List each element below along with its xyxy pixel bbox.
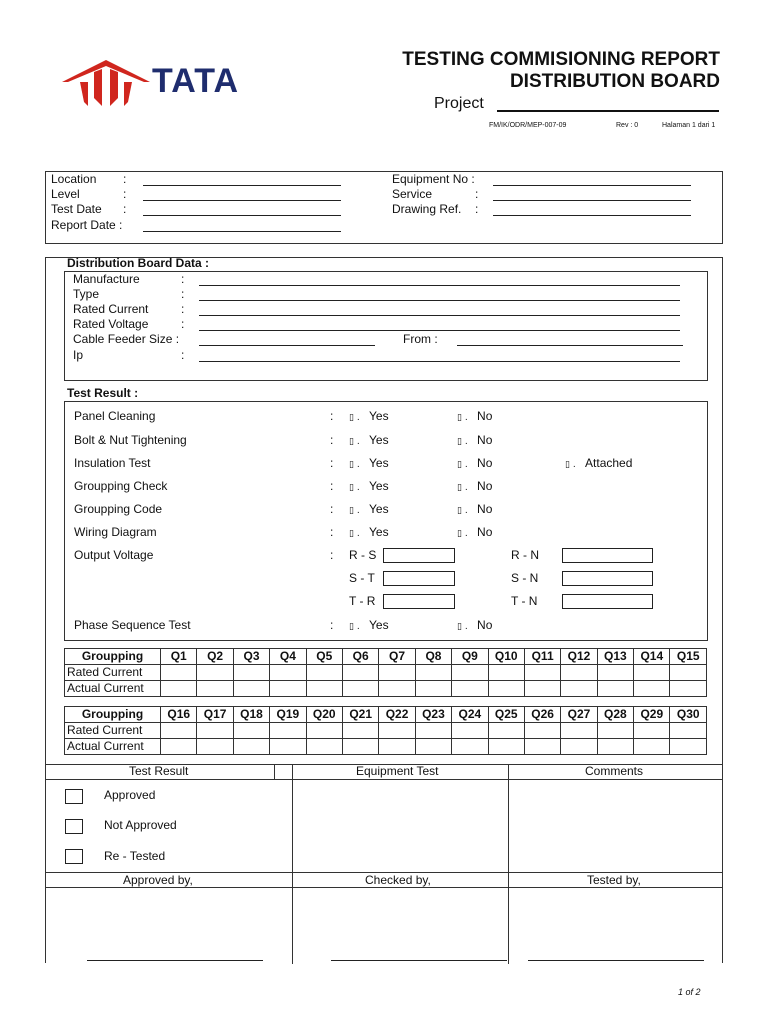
checkbox-icon: ▯ . bbox=[457, 483, 468, 493]
phase-seq-colon: : bbox=[330, 618, 334, 632]
yes-label: Yes bbox=[369, 409, 389, 423]
company-logo bbox=[60, 56, 260, 110]
rn-label: R - N bbox=[511, 548, 539, 562]
panel-cleaning-colon: : bbox=[330, 409, 334, 423]
no-label: No bbox=[477, 409, 493, 423]
row-label: Actual Current bbox=[65, 739, 161, 755]
output-voltage-colon: : bbox=[330, 548, 334, 562]
panel-cleaning-no[interactable] bbox=[457, 409, 492, 423]
no-label: No bbox=[477, 479, 493, 493]
table-cell[interactable] bbox=[452, 665, 488, 681]
location-label: Location bbox=[51, 172, 97, 186]
service-colon: : bbox=[475, 187, 479, 201]
rated-current-colon: : bbox=[181, 302, 185, 316]
insulation-no[interactable] bbox=[457, 456, 492, 470]
groupping-code-colon: : bbox=[330, 502, 334, 516]
checkbox-icon: ▯ . bbox=[349, 413, 360, 423]
groupping-table-2 bbox=[64, 706, 707, 755]
manufacture-label: Manufacture bbox=[73, 272, 140, 286]
no-label: No bbox=[477, 456, 493, 470]
table-cell[interactable] bbox=[379, 681, 415, 697]
table-cell[interactable] bbox=[670, 665, 707, 681]
ip-label: Ip bbox=[73, 348, 84, 362]
table-cell[interactable] bbox=[452, 681, 488, 697]
re-tested-checkbox[interactable] bbox=[65, 849, 83, 864]
page-number: 1 of 2 bbox=[678, 987, 701, 997]
groupping-code-yes[interactable] bbox=[349, 502, 389, 516]
table-cell[interactable] bbox=[342, 739, 378, 755]
bolt-nut-label: Bolt & Nut Tightening bbox=[74, 433, 187, 447]
wiring-colon: : bbox=[330, 525, 334, 539]
col-header: Q29 bbox=[634, 707, 670, 723]
from-label: From : bbox=[403, 332, 438, 346]
tr-input[interactable] bbox=[383, 594, 455, 609]
table-cell[interactable] bbox=[161, 681, 197, 697]
col-header: Q7 bbox=[379, 649, 415, 665]
checkbox-icon: ▯ . bbox=[457, 460, 468, 470]
col-header: Q17 bbox=[197, 707, 233, 723]
col-header: Q24 bbox=[452, 707, 488, 723]
table-cell[interactable] bbox=[634, 681, 670, 697]
sn-label: S - N bbox=[511, 571, 539, 585]
table-cell[interactable] bbox=[270, 739, 306, 755]
no-label: No bbox=[477, 618, 493, 632]
table-cell[interactable] bbox=[524, 723, 560, 739]
table-cell[interactable] bbox=[379, 723, 415, 739]
yes-label: Yes bbox=[369, 618, 389, 632]
table-cell[interactable] bbox=[561, 665, 597, 681]
service-field[interactable] bbox=[493, 200, 691, 201]
st-label: S - T bbox=[349, 571, 375, 585]
col-header: Q3 bbox=[233, 649, 269, 665]
logo-text: TATA bbox=[152, 62, 240, 100]
phase-seq-label: Phase Sequence Test bbox=[74, 618, 191, 632]
service-label: Service bbox=[392, 187, 433, 201]
table-cell[interactable] bbox=[415, 681, 451, 697]
col-header: Q20 bbox=[306, 707, 342, 723]
table-cell[interactable] bbox=[452, 723, 488, 739]
test-date-colon: : bbox=[123, 202, 127, 216]
checkbox-icon: ▯ . bbox=[349, 483, 360, 493]
table-cell[interactable] bbox=[634, 665, 670, 681]
checkbox-icon: ▯ . bbox=[457, 506, 468, 516]
tested-by-label: Tested by, bbox=[587, 873, 641, 887]
result-divider-sign2 bbox=[45, 887, 723, 888]
re-tested-label: Re - Tested bbox=[104, 849, 166, 863]
manufacture-field[interactable] bbox=[199, 285, 680, 286]
insulation-attached[interactable] bbox=[565, 456, 632, 470]
ip-field[interactable] bbox=[199, 361, 680, 362]
tn-input[interactable] bbox=[562, 594, 653, 609]
rated-current-label: Rated Current bbox=[73, 302, 149, 316]
no-label: No bbox=[477, 525, 493, 539]
table-cell[interactable] bbox=[233, 681, 269, 697]
approved-by-signature[interactable] bbox=[87, 960, 263, 961]
level-field[interactable] bbox=[143, 200, 341, 201]
table-row bbox=[65, 739, 707, 755]
result-divider-header bbox=[45, 779, 723, 780]
yes-label: Yes bbox=[369, 502, 389, 516]
type-field[interactable] bbox=[199, 300, 680, 301]
table-cell[interactable] bbox=[524, 665, 560, 681]
table-cell[interactable] bbox=[197, 723, 233, 739]
table-cell[interactable] bbox=[197, 665, 233, 681]
table-cell[interactable] bbox=[342, 665, 378, 681]
report-date-label: Report Date : bbox=[51, 218, 123, 232]
test-section-title: Test Result : bbox=[67, 386, 139, 400]
table-row bbox=[65, 665, 707, 681]
checkbox-icon: ▯ . bbox=[349, 506, 360, 516]
type-label: Type bbox=[73, 287, 100, 301]
checkbox-icon: ▯ . bbox=[349, 529, 360, 539]
col-header: Q5 bbox=[306, 649, 342, 665]
insulation-colon: : bbox=[330, 456, 334, 470]
no-label: No bbox=[477, 502, 493, 516]
report-date-field[interactable] bbox=[143, 231, 341, 232]
table-cell[interactable] bbox=[561, 723, 597, 739]
col-header: Q18 bbox=[233, 707, 269, 723]
table-cell[interactable] bbox=[415, 739, 451, 755]
test-result-header: Test Result bbox=[129, 764, 189, 778]
table-cell[interactable] bbox=[561, 739, 597, 755]
project-field[interactable] bbox=[497, 110, 719, 112]
report-title: TESTING COMMISIONING REPORT bbox=[402, 49, 720, 70]
revision: Rev : 0 bbox=[616, 122, 639, 129]
table-cell[interactable] bbox=[670, 723, 707, 739]
insulation-label: Insulation Test bbox=[74, 456, 151, 470]
col-header: Q21 bbox=[342, 707, 378, 723]
not-approved-label: Not Approved bbox=[104, 818, 177, 832]
bolt-nut-yes[interactable] bbox=[349, 433, 389, 447]
checkbox-icon: ▯ . bbox=[457, 622, 468, 632]
tested-by-signature[interactable] bbox=[528, 960, 704, 961]
phase-seq-no[interactable] bbox=[457, 618, 492, 632]
approved-label: Approved bbox=[104, 788, 156, 802]
checkbox-icon: ▯ . bbox=[457, 529, 468, 539]
bolt-nut-colon: : bbox=[330, 433, 334, 447]
attached-label: Attached bbox=[585, 456, 633, 470]
test-date-field[interactable] bbox=[143, 215, 341, 216]
table-cell[interactable] bbox=[670, 739, 707, 755]
rated-voltage-colon: : bbox=[181, 317, 185, 331]
rated-voltage-label: Rated Voltage bbox=[73, 317, 149, 331]
table-cell[interactable] bbox=[452, 739, 488, 755]
row-label: Rated Current bbox=[65, 723, 161, 739]
sn-input[interactable] bbox=[562, 571, 653, 586]
drawing-ref-colon: : bbox=[475, 202, 479, 216]
equipment-no-field[interactable] bbox=[493, 185, 691, 186]
table-cell[interactable] bbox=[306, 723, 342, 739]
from-field[interactable] bbox=[457, 345, 683, 346]
board-data-box bbox=[64, 271, 708, 381]
table-cell[interactable] bbox=[197, 681, 233, 697]
insulation-yes[interactable] bbox=[349, 456, 389, 470]
output-voltage-label: Output Voltage bbox=[74, 548, 154, 562]
col-header: Q19 bbox=[270, 707, 306, 723]
table-cell[interactable] bbox=[597, 681, 633, 697]
table-cell[interactable] bbox=[306, 681, 342, 697]
cable-feeder-label: Cable Feeder Size : bbox=[73, 332, 180, 346]
doc-code: FM/IK/ODR/MEP-007-09 bbox=[489, 122, 567, 129]
checkbox-icon: ▯ . bbox=[349, 460, 360, 470]
wiring-yes[interactable] bbox=[349, 525, 389, 539]
table-cell[interactable] bbox=[670, 681, 707, 697]
yes-label: Yes bbox=[369, 433, 389, 447]
level-colon: : bbox=[123, 187, 127, 201]
table-cell[interactable] bbox=[415, 723, 451, 739]
table-cell[interactable] bbox=[597, 739, 633, 755]
result-vline-1 bbox=[274, 764, 275, 780]
col-header: Q1 bbox=[161, 649, 197, 665]
equipment-test-header: Equipment Test bbox=[356, 764, 439, 778]
col-header: Q2 bbox=[197, 649, 233, 665]
table-cell[interactable] bbox=[634, 723, 670, 739]
result-vline-3 bbox=[508, 764, 509, 964]
table-cell[interactable] bbox=[270, 681, 306, 697]
groupping-table-1 bbox=[64, 648, 707, 697]
col-header: Q11 bbox=[524, 649, 560, 665]
groupping-check-no[interactable] bbox=[457, 479, 492, 493]
table-cell[interactable] bbox=[379, 739, 415, 755]
table-cell[interactable] bbox=[161, 665, 197, 681]
ip-colon: : bbox=[181, 348, 185, 362]
col-header: Q4 bbox=[270, 649, 306, 665]
table-cell[interactable] bbox=[488, 723, 524, 739]
col-header: Q28 bbox=[597, 707, 633, 723]
table-cell[interactable] bbox=[161, 739, 197, 755]
approved-by-label: Approved by, bbox=[123, 873, 193, 887]
result-vline-2 bbox=[292, 764, 293, 964]
checked-by-label: Checked by, bbox=[365, 873, 431, 887]
table-cell[interactable] bbox=[306, 739, 342, 755]
table-cell[interactable] bbox=[415, 665, 451, 681]
col-header: Q6 bbox=[342, 649, 378, 665]
rated-current-field[interactable] bbox=[199, 315, 680, 316]
panel-cleaning-label: Panel Cleaning bbox=[74, 409, 156, 423]
row-label: Actual Current bbox=[65, 681, 161, 697]
col-header: Q12 bbox=[561, 649, 597, 665]
comments-header: Comments bbox=[585, 764, 644, 778]
table-cell[interactable] bbox=[306, 665, 342, 681]
manufacture-colon: : bbox=[181, 272, 185, 286]
col-header: Q25 bbox=[488, 707, 524, 723]
groupping-check-colon: : bbox=[330, 479, 334, 493]
table-cell[interactable] bbox=[597, 723, 633, 739]
col-header: Q27 bbox=[561, 707, 597, 723]
table-cell[interactable] bbox=[233, 665, 269, 681]
rated-voltage-field[interactable] bbox=[199, 330, 680, 331]
location-colon: : bbox=[123, 172, 127, 186]
info-box bbox=[45, 171, 723, 244]
table-cell[interactable] bbox=[634, 739, 670, 755]
table-cell[interactable] bbox=[161, 723, 197, 739]
checkbox-icon: ▯ . bbox=[457, 413, 468, 423]
page-reference: Halaman 1 dari 1 bbox=[662, 122, 716, 129]
checked-by-signature[interactable] bbox=[331, 960, 507, 961]
tr-label: T - R bbox=[349, 594, 376, 608]
col-header: Q16 bbox=[161, 707, 197, 723]
col-header: Q15 bbox=[670, 649, 707, 665]
table-cell[interactable] bbox=[342, 723, 378, 739]
drawing-ref-field[interactable] bbox=[493, 215, 691, 216]
level-label: Level bbox=[51, 187, 80, 201]
wiring-no[interactable] bbox=[457, 525, 492, 539]
table-cell[interactable] bbox=[488, 681, 524, 697]
groupping-code-label: Groupping Code bbox=[74, 502, 163, 516]
equipment-no-label: Equipment No : bbox=[392, 172, 475, 186]
col-header: Q26 bbox=[524, 707, 560, 723]
not-approved-checkbox[interactable] bbox=[65, 819, 83, 834]
groupping-check-yes[interactable] bbox=[349, 479, 389, 493]
wiring-label: Wiring Diagram bbox=[74, 525, 157, 539]
table-cell[interactable] bbox=[233, 739, 269, 755]
tn-label: T - N bbox=[511, 594, 538, 608]
groupping-code-no[interactable] bbox=[457, 502, 492, 516]
col-header: Q23 bbox=[415, 707, 451, 723]
table-cell[interactable] bbox=[488, 739, 524, 755]
table-cell[interactable] bbox=[270, 723, 306, 739]
table-cell[interactable] bbox=[342, 681, 378, 697]
col-header: Q8 bbox=[415, 649, 451, 665]
rn-input[interactable] bbox=[562, 548, 653, 563]
table-cell[interactable] bbox=[597, 665, 633, 681]
col-header: Q13 bbox=[597, 649, 633, 665]
row-label: Rated Current bbox=[65, 665, 161, 681]
tata-logo-icon bbox=[60, 56, 152, 108]
groupping-check-label: Groupping Check bbox=[74, 479, 168, 493]
report-subtitle: DISTRIBUTION BOARD bbox=[509, 71, 720, 92]
table-cell[interactable] bbox=[379, 665, 415, 681]
checkbox-icon: ▯ . bbox=[349, 622, 360, 632]
table-row bbox=[65, 681, 707, 697]
groupping-header: Groupping bbox=[65, 649, 161, 665]
col-header: Q10 bbox=[488, 649, 524, 665]
checkbox-icon: ▯ . bbox=[457, 437, 468, 447]
rs-input[interactable] bbox=[383, 548, 455, 563]
yes-label: Yes bbox=[369, 456, 389, 470]
col-header: Q22 bbox=[379, 707, 415, 723]
rs-label: R - S bbox=[349, 548, 377, 562]
location-field[interactable] bbox=[143, 185, 341, 186]
test-date-label: Test Date bbox=[51, 202, 102, 216]
yes-label: Yes bbox=[369, 479, 389, 493]
phase-seq-yes[interactable] bbox=[349, 618, 389, 632]
checkbox-icon: ▯ . bbox=[349, 437, 360, 447]
col-header: Q14 bbox=[634, 649, 670, 665]
cable-feeder-field[interactable] bbox=[199, 345, 375, 346]
project-label: Project bbox=[434, 95, 484, 112]
checkbox-icon: ▯ . bbox=[565, 460, 576, 470]
approved-checkbox[interactable] bbox=[65, 789, 83, 804]
groupping-header: Groupping bbox=[65, 707, 161, 723]
board-section-title: Distribution Board Data : bbox=[67, 256, 210, 270]
bolt-nut-no[interactable] bbox=[457, 433, 492, 447]
table-cell[interactable] bbox=[270, 665, 306, 681]
table-cell[interactable] bbox=[561, 681, 597, 697]
st-input[interactable] bbox=[383, 571, 455, 586]
table-cell[interactable] bbox=[233, 723, 269, 739]
table-cell[interactable] bbox=[488, 665, 524, 681]
col-header: Q9 bbox=[452, 649, 488, 665]
type-colon: : bbox=[181, 287, 185, 301]
panel-cleaning-yes[interactable] bbox=[349, 409, 389, 423]
no-label: No bbox=[477, 433, 493, 447]
drawing-ref-label: Drawing Ref. bbox=[392, 202, 462, 216]
table-cell[interactable] bbox=[197, 739, 233, 755]
table-cell[interactable] bbox=[524, 681, 560, 697]
yes-label: Yes bbox=[369, 525, 389, 539]
col-header: Q30 bbox=[670, 707, 707, 723]
table-cell[interactable] bbox=[524, 739, 560, 755]
table-row bbox=[65, 723, 707, 739]
